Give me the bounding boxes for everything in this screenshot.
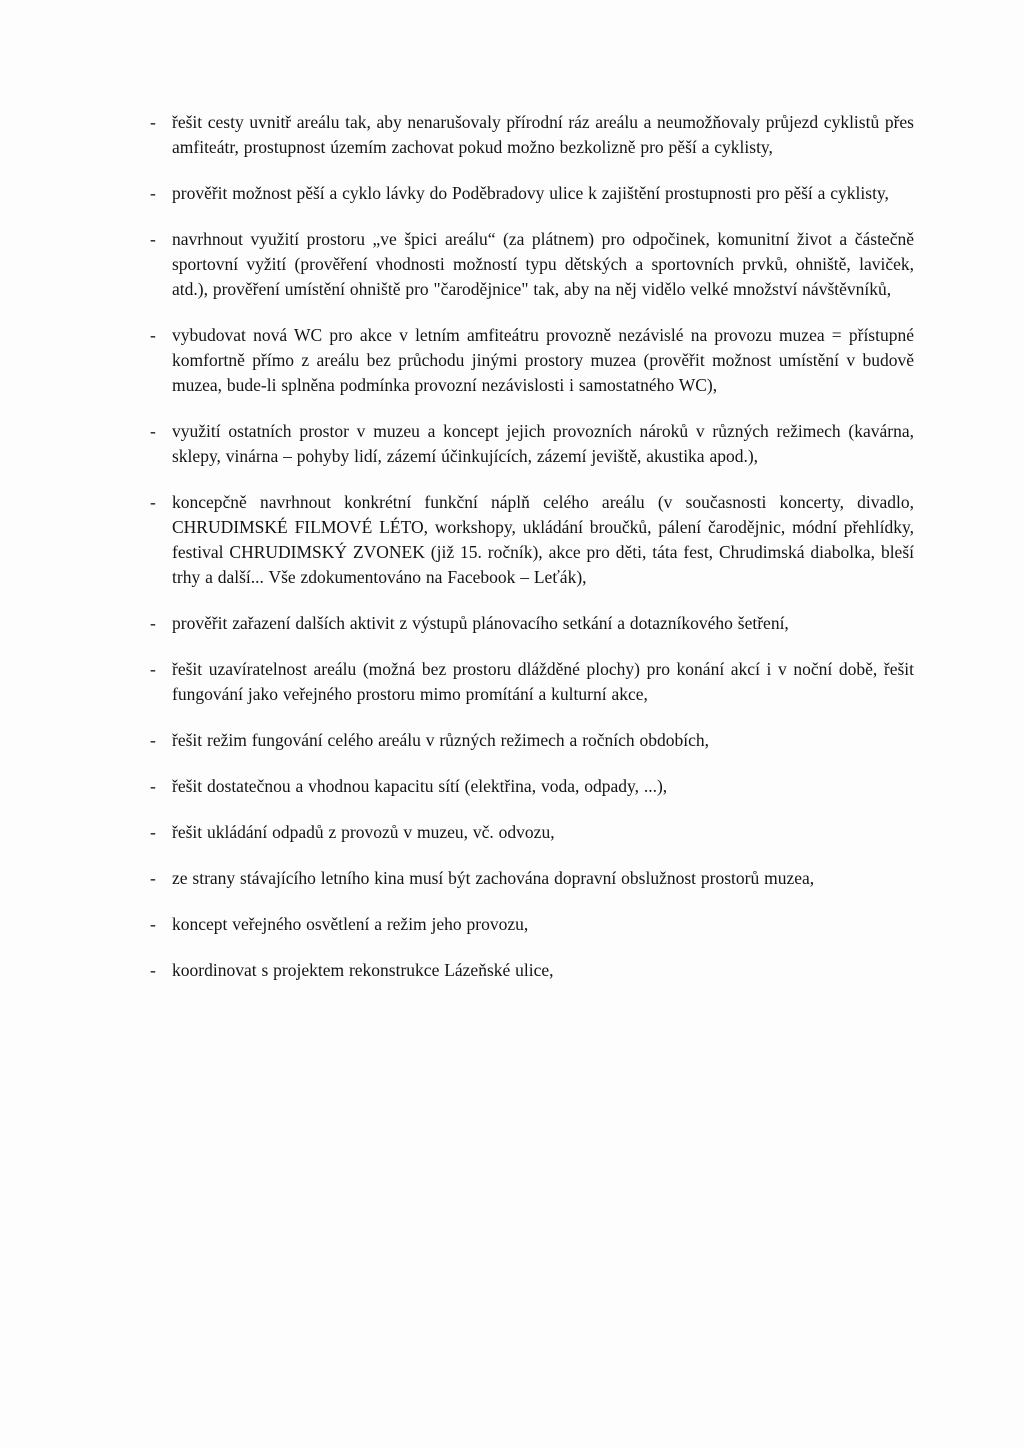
list-item-text: koordinovat s projektem rekonstrukce Lázeňské ulice, bbox=[172, 960, 554, 980]
bullet-dash: - bbox=[150, 914, 156, 934]
bullet-dash: - bbox=[150, 229, 156, 249]
bullet-dash: - bbox=[150, 822, 156, 842]
list-item-text: navrhnout využití prostoru „ve špici areálu“ (za plátnem) pro odpočinek, komunitní život a částečně sportovní vyžití (prověření vhodnosti možností typu dětských a sportovních prvků, ohniště, laviček, atd.), prověření umístění ohniště pro "čarodějnice" tak, aby na něj vidělo velké množství návštěvníků, bbox=[172, 229, 914, 299]
list-item-text: koncepčně navrhnout konkrétní funkční náplň celého areálu (v současnosti koncerty, divadlo, CHRUDIMSKÉ FILMOVÉ LÉTO, workshopy, ukládání broučků, pálení čarodějnic, módní přehlídky, festival CHRUDIMSKÝ ZVONEK (již 15. ročník), akce pro děti, táta fest, Chrudimská diabolka, bleší trhy a další... Vše zdokumentováno na Facebook – Leťák), bbox=[172, 492, 914, 587]
list-item bbox=[150, 866, 914, 891]
bullet-dash: - bbox=[150, 960, 156, 980]
bullet-dash: - bbox=[150, 492, 156, 512]
bullet-dash: - bbox=[150, 421, 156, 441]
bullet-dash: - bbox=[150, 868, 156, 888]
list-item bbox=[150, 323, 914, 398]
list-item-text: vybudovat nová WC pro akce v letním amfiteátru provozně nezávislé na provozu muzea = přístupné komfortně přímo z areálu bez průchodu jinými prostory muzea (prověřit možnost umístění v budově muzea, bude-li splněna podmínka provozní nezávislosti i samostatného WC), bbox=[172, 325, 914, 395]
list-item bbox=[150, 110, 914, 160]
list-item bbox=[150, 181, 914, 206]
list-item-text: využití ostatních prostor v muzeu a koncept jejich provozních nároků v různých režimech (kavárna, sklepy, vinárna – pohyby lidí, zázemí účinkujících, zázemí jeviště, akustika apod.), bbox=[172, 421, 914, 466]
list-item-text: prověřit možnost pěší a cyklo lávky do Poděbradovy ulice k zajištění prostupnosti pro pěší a cyklisty, bbox=[172, 183, 889, 203]
list-item-text: řešit dostatečnou a vhodnou kapacitu sítí (elektřina, voda, odpady, ...), bbox=[172, 776, 668, 796]
list-item bbox=[150, 490, 914, 590]
list-item bbox=[150, 611, 914, 636]
list-item-text: řešit cesty uvnitř areálu tak, aby nenarušovaly přírodní ráz areálu a neumožňovaly průjezd cyklistů přes amfiteátr, prostupnost územím zachovat pokud možno bezkolizně pro pěší a cyklisty, bbox=[172, 112, 914, 157]
list-item bbox=[150, 728, 914, 753]
list-item bbox=[150, 657, 914, 707]
list-item bbox=[150, 774, 914, 799]
bullet-dash: - bbox=[150, 730, 156, 750]
bullet-dash: - bbox=[150, 183, 156, 203]
list-item bbox=[150, 912, 914, 937]
bullet-list bbox=[150, 110, 914, 1004]
bullet-dash: - bbox=[150, 325, 156, 345]
list-item-text: řešit ukládání odpadů z provozů v muzeu, vč. odvozu, bbox=[172, 822, 555, 842]
bullet-dash: - bbox=[150, 613, 156, 633]
list-item-text: řešit režim fungování celého areálu v různých režimech a ročních obdobích, bbox=[172, 730, 710, 750]
bullet-dash: - bbox=[150, 659, 156, 679]
list-item bbox=[150, 419, 914, 469]
list-item-text: koncept veřejného osvětlení a režim jeho provozu, bbox=[172, 914, 529, 934]
list-item bbox=[150, 820, 914, 845]
list-item-text: řešit uzavíratelnost areálu (možná bez prostoru dlážděné plochy) pro konání akcí i v noční době, řešit fungování jako veřejného prostoru mimo promítání a kulturní akce, bbox=[172, 659, 914, 704]
list-item bbox=[150, 227, 914, 302]
bullet-dash: - bbox=[150, 112, 156, 132]
list-item-text: ze strany stávajícího letního kina musí být zachována dopravní obslužnost prostorů muzea, bbox=[172, 868, 815, 888]
list-item bbox=[150, 958, 914, 983]
list-item-text: prověřit zařazení dalších aktivit z výstupů plánovacího setkání a dotazníkového šetření, bbox=[172, 613, 789, 633]
bullet-dash: - bbox=[150, 776, 156, 796]
